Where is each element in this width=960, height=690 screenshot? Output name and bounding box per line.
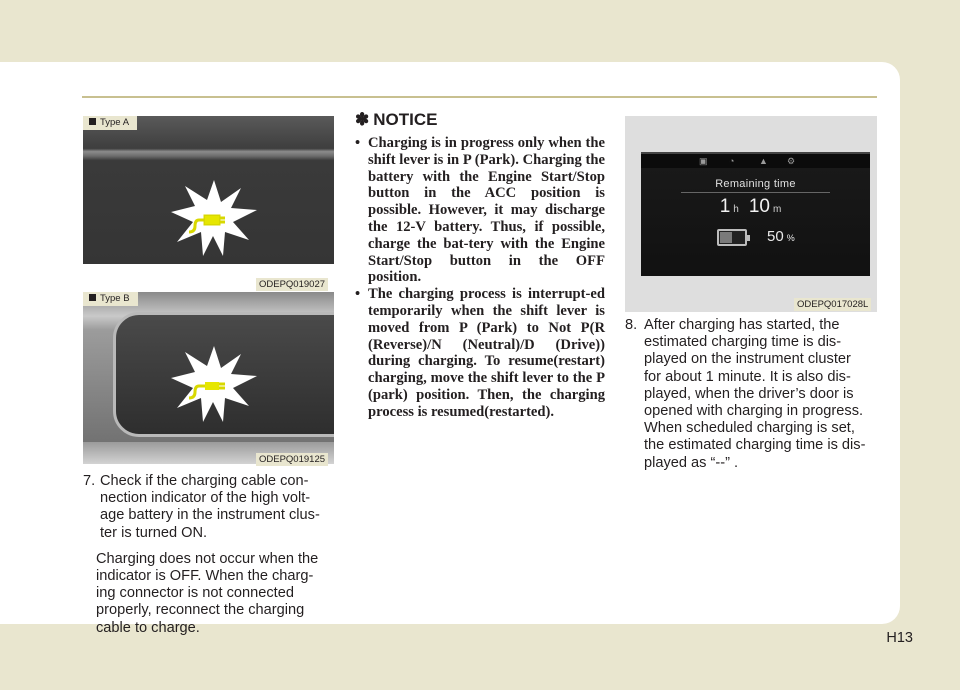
battery-fill [720, 232, 732, 243]
remaining-time-label: Remaining time [715, 178, 796, 190]
battery-value: 50 [767, 228, 784, 245]
gauge-icon: ◔ [729, 156, 735, 166]
notice-heading [355, 110, 437, 130]
step-8-line: When scheduled charging is set, [644, 420, 855, 437]
step-8-line: played as “--” . [644, 454, 739, 471]
square-bullet-icon [89, 294, 96, 301]
step-8-line: the estimated charging time is dis- [644, 437, 866, 454]
figure-a-code: ODEPQ019027 [256, 278, 328, 291]
notice-item: • Charging is in progress only when the shift lever is in P (Park). Charging the battery with the Engine Start/Stop button in the ACC position is possible. However, it may discharge the 12-V battery. Thus, if possible, charge the bat-tery with the Engine Start/Stop button in the OFF position. [355, 135, 605, 286]
cluster-status-bar [641, 154, 870, 168]
step-8 [625, 317, 880, 472]
step-7-para-line: Charging does not occur when the [96, 550, 319, 567]
step-7-line: age battery in the instrument clus- [100, 507, 320, 524]
minutes-unit: m [772, 204, 782, 215]
figure-cluster-code: ODEPQ017028L [794, 298, 871, 311]
battery-unit: % [786, 233, 795, 243]
step-7-para-line: properly, reconnect the charging [96, 602, 305, 619]
page-number: H13 [886, 630, 913, 646]
charging-connector-indicator-icon [169, 178, 259, 258]
step-7-line: ter is turned ON. [100, 524, 208, 541]
type-a-label: Type A [100, 117, 130, 128]
gear-icon: ⚙ [787, 156, 796, 166]
step-8-line: After charging has started, the [644, 317, 840, 333]
hours-value: 1 [719, 196, 731, 217]
figure-type-a [83, 116, 334, 264]
notice-list [355, 135, 605, 421]
step-7 [83, 473, 335, 637]
type-b-label: Type B [100, 293, 130, 304]
step-8-line: played on the instrument cluster [644, 351, 851, 368]
square-bullet-icon [89, 118, 96, 125]
step-7-para-line: cable to charge. [96, 619, 200, 636]
step-8-line: opened with charging in progress. [644, 403, 864, 420]
type-b-tag [83, 292, 138, 306]
cluster-separator [681, 192, 830, 193]
charging-connector-indicator-icon [169, 344, 259, 424]
battery-percentage [767, 228, 795, 245]
road-icon: ▲ [759, 156, 768, 166]
remaining-time-value [641, 196, 870, 218]
notice-item: • The charging process is interrupt-ed temporarily when the shift lever is moved from P (Park) to Not P(R (Reverse)/N (Neutral)/D (Drive)) during charging. To resume(restart) charging, move the shift lever to the P (park) position. Then, the charging process is resumed(restarted). [355, 286, 605, 420]
step-8-number: 8. [625, 317, 638, 333]
figure-type-b [83, 292, 334, 464]
type-a-tag [83, 116, 137, 130]
step-7-line: Check if the charging cable con- [100, 473, 309, 489]
header-rule [82, 96, 877, 98]
step-7-number: 7. [83, 473, 96, 489]
step-8-line: estimated charging time is dis- [644, 334, 842, 351]
figure-b-code: ODEPQ019125 [256, 453, 328, 466]
step-7-para-line: indicator is OFF. When the charg- [96, 568, 314, 585]
hours-unit: h [733, 204, 739, 215]
step-7-line: nection indicator of the high volt- [100, 490, 311, 507]
notice-title: NOTICE [373, 110, 438, 129]
figure-cluster [625, 116, 877, 312]
car-icon: ▣ [699, 156, 708, 166]
step-7-para-line: ing connector is not connected [96, 585, 294, 602]
notice-star-icon: ✽ [355, 110, 370, 129]
step-8-line: played, when the driver’s door is [644, 385, 854, 402]
battery-icon [717, 229, 747, 246]
minutes-value: 10 [748, 196, 770, 217]
step-8-line: for about 1 minute. It is also dis- [644, 368, 851, 385]
cluster-display [641, 152, 870, 276]
